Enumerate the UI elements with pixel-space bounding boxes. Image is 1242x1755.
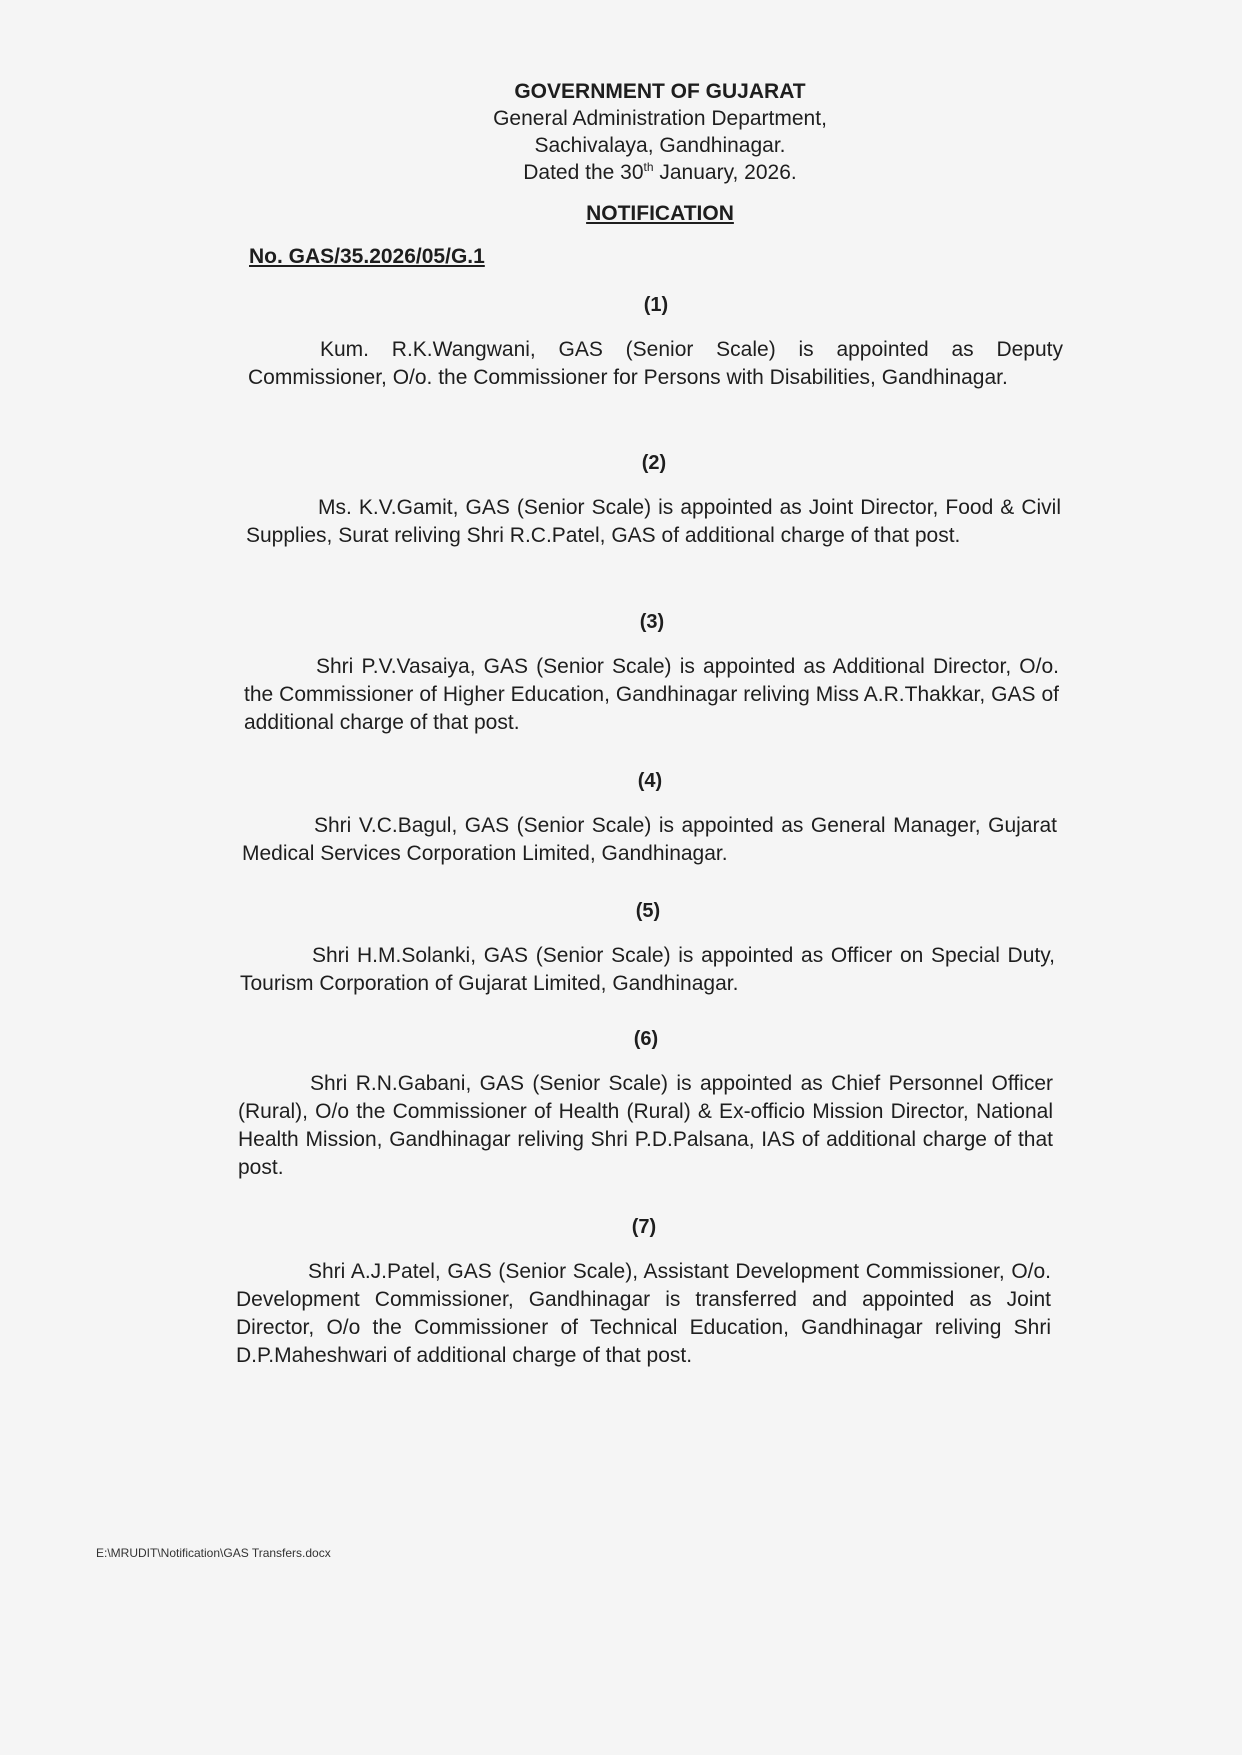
department-name: General Administration Department, bbox=[493, 107, 827, 130]
date-suffix: January, 2026. bbox=[653, 161, 797, 184]
item-paragraph: Shri P.V.Vasaiya, GAS (Senior Scale) is appointed as Additional Director, O/o. the Commissioner of Higher Education, Gandhinagar reliving Miss A.R.Thakkar, GAS of additional charge of that post. bbox=[244, 655, 1059, 734]
office-location: Sachivalaya, Gandhinagar. bbox=[534, 134, 786, 157]
notification-number: No. GAS/35.2026/05/G.1 bbox=[249, 245, 485, 268]
item-number: (3) bbox=[639, 611, 665, 633]
item-paragraph: Kum. R.K.Wangwani, GAS (Senior Scale) is appointed as Deputy Commissioner, O/o. the Commissioner for Persons with Disabilities, Gandhinagar. bbox=[248, 338, 1063, 389]
item-number: (2) bbox=[641, 452, 667, 474]
item-number: (1) bbox=[643, 294, 669, 316]
date-ordinal: th bbox=[643, 160, 654, 174]
item-paragraph: Shri R.N.Gabani, GAS (Senior Scale) is appointed as Chief Personnel Officer (Rural), O/o the Commissioner of Health (Rural) & Ex-officio Mission Director, National Health Mission, Gandhinagar reliving Shri P.D.Palsana, IAS of additional charge of that post. bbox=[238, 1072, 1053, 1179]
item-number: (5) bbox=[635, 900, 661, 922]
date-prefix: Dated the 30 bbox=[523, 161, 644, 184]
document-header bbox=[440, 78, 880, 186]
item-number: (7) bbox=[631, 1216, 657, 1238]
item-paragraph: Shri A.J.Patel, GAS (Senior Scale), Assistant Development Commissioner, O/o. Development Commissioner, Gandhinagar is transferred and appointed as Joint Director, O/o the Commissioner of Technical Education, Gandhinagar reliving Shri D.P.Maheshwari of additional charge of that post. bbox=[236, 1260, 1051, 1367]
document-date bbox=[440, 159, 880, 186]
item-paragraph: Shri V.C.Bagul, GAS (Senior Scale) is appointed as General Manager, Gujarat Medical Services Corporation Limited, Gandhinagar. bbox=[242, 814, 1057, 865]
government-name: GOVERNMENT OF GUJARAT bbox=[514, 80, 806, 103]
item-number: (4) bbox=[637, 770, 663, 792]
item-paragraph: Shri H.M.Solanki, GAS (Senior Scale) is appointed as Officer on Special Duty, Tourism Corporation of Gujarat Limited, Gandhinagar. bbox=[240, 944, 1055, 995]
item-number: (6) bbox=[633, 1028, 659, 1050]
item-paragraph: Ms. K.V.Gamit, GAS (Senior Scale) is appointed as Joint Director, Food & Civil Supplies, Surat reliving Shri R.C.Patel, GAS of additional charge of that post. bbox=[246, 496, 1061, 547]
notification-title: NOTIFICATION bbox=[586, 202, 734, 225]
file-path-footer: E:\MRUDIT\Notification\GAS Transfers.docx bbox=[96, 1546, 331, 1560]
